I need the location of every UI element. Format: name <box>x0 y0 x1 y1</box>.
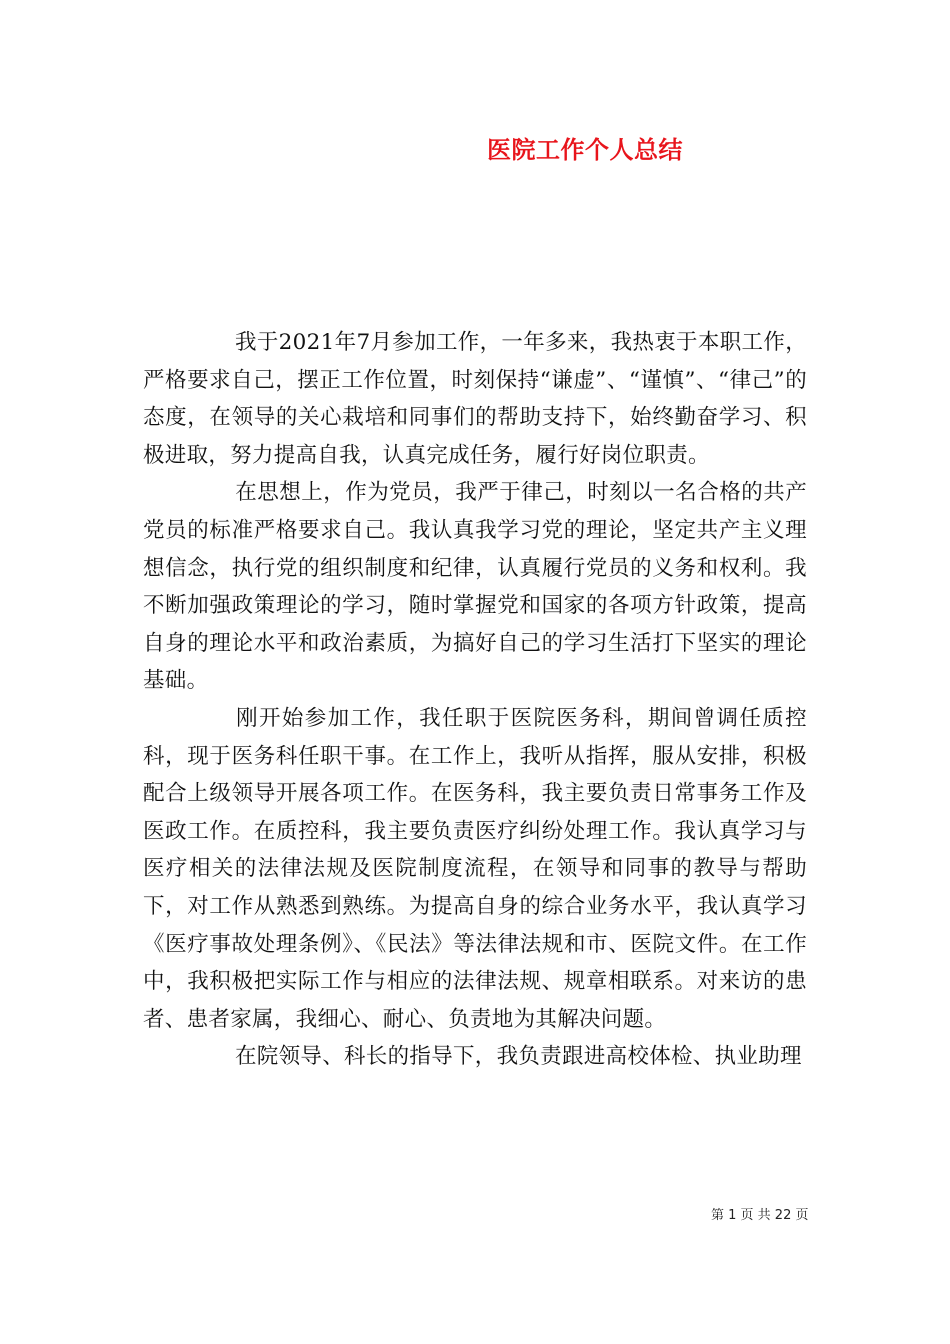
page-number-indicator: 第 1 页 共 22 页 <box>711 1208 809 1223</box>
paragraph-intro <box>143 324 807 474</box>
paragraph-ideology <box>143 474 807 700</box>
document-title: 医院工作个人总结 <box>487 136 683 164</box>
paragraph-guidance <box>143 1038 807 1076</box>
paragraph-text: 在思想上，作为党员，我严于律己，时刻以一名合格的共产党员的标准严格要求自己。我认真我学习党的理论，坚定共产主义理想信念，执行党的组织制度和纪律，认真履行党员的义务和权利。我不断加强政策理论的学习，随时掌握党和国家的各项方针政策，提高自身的理论水平和政治素质，为搞好自己的学习生活打下坚实的理论基础。 <box>143 480 807 694</box>
document-body <box>143 324 807 1076</box>
paragraph-text: 我于2021年7月参加工作，一年多来，我热衷于本职工作，严格要求自己，摆正工作位置，时刻保持“谦虚”、“谨慎”、“律己”的态度，在领导的关心栽培和同事们的帮助支持下，始终勤奋学习、积极进取，努力提高自我，认真完成任务，履行好岗位职责。 <box>143 330 807 468</box>
paragraph-text: 刚开始参加工作，我任职于医院医务科，期间曾调任质控科，现于医务科任职干事。在工作上，我听从指挥，服从安排，积极配合上级领导开展各项工作。在医务科，我主要负责日常事务工作及医政工作。在质控科，我主要负责医疗纠纷处理工作。我认真学习与医疗相关的法律法规及医院制度流程，在领导和同事的教导与帮助下，对工作从熟悉到熟练。为提高自身的综合业务水平，我认真学习《医疗事故处理条例》、《民法》等法律法规和市、医院文件。在工作中，我积极把实际工作与相应的法律法规、规章相联系。对来访的患者、患者家属，我细心、耐心、负责地为其解决问题。 <box>143 705 807 1032</box>
paragraph-work <box>143 700 807 1038</box>
paragraph-text: 在院领导、科长的指导下，我负责跟进高校体检、执业助理 <box>235 1044 802 1070</box>
